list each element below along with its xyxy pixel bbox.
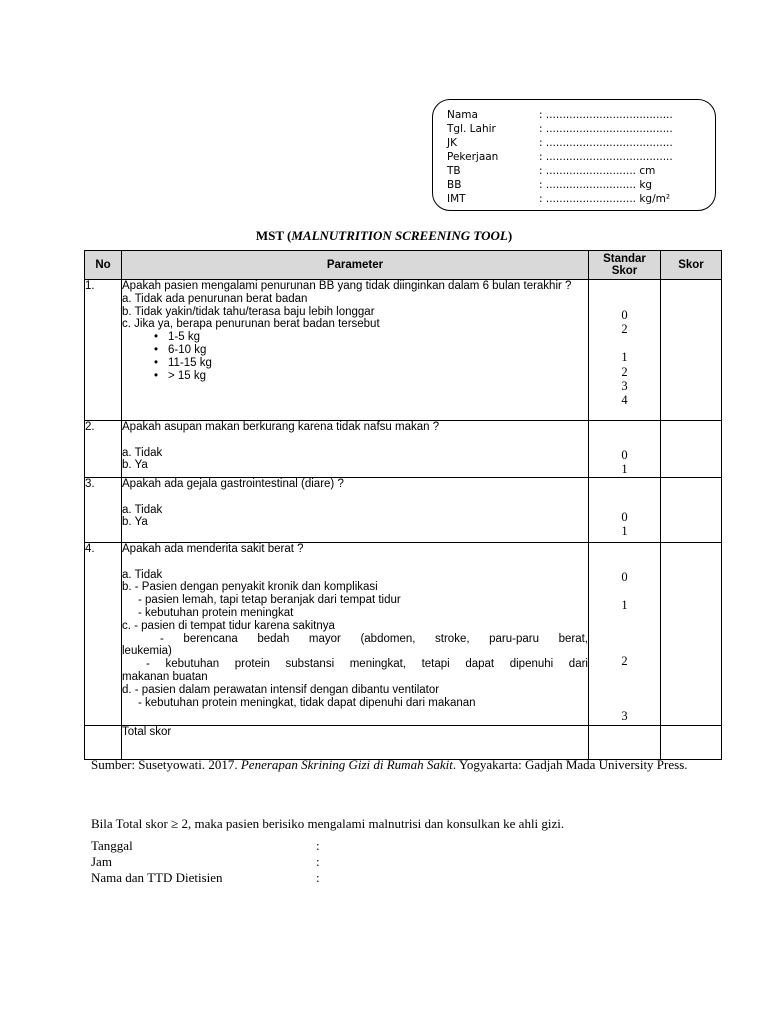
identity-label: JK <box>447 137 457 149</box>
identity-row-tgl-lahir <box>447 122 673 136</box>
score-value: 0 <box>621 570 628 584</box>
sign-row-tanggal <box>91 838 320 854</box>
score-value: 4 <box>621 393 628 407</box>
identity-label: BB <box>447 179 462 191</box>
sign-label: Jam <box>91 854 112 869</box>
option-a: a. Tidak ada penurunan berat badan <box>122 292 308 305</box>
score-value: 2 <box>621 322 628 336</box>
option-d-detail: - kebutuhan protein meningkat, tidak dapat dipenuhi dari makanan <box>138 696 476 709</box>
option-c: c. - pasien di tempat tidur karena sakitnya <box>122 619 335 632</box>
standard-score-cell <box>589 421 661 478</box>
list-item: • 6-10 kg <box>154 344 588 357</box>
table-row-q3 <box>85 478 722 543</box>
sign-colon: : <box>316 854 320 869</box>
table-row-q1 <box>85 280 722 421</box>
standard-score-cell <box>589 543 661 726</box>
score-value: 2 <box>621 654 628 668</box>
table-row-total <box>85 726 722 760</box>
option-b: b. - Pasien dengan penyakit kronik dan komplikasi <box>122 581 378 594</box>
title-italic: MALNUTRITION SCREENING TOOL <box>291 228 508 243</box>
skor-cell[interactable] <box>661 478 722 543</box>
option-c: c. Jika ya, berapa penurunan berat badan tersebut <box>122 318 380 331</box>
identity-row-tb <box>447 164 655 178</box>
option-a: a. Tidak <box>122 568 163 581</box>
question-text: Apakah pasien mengalami penurunan BB yang tidak diinginkan dalam 6 bulan terakhir ? <box>122 280 572 292</box>
identity-value: : ...................................... <box>539 123 673 135</box>
identity-value: : ........................... kg <box>539 179 653 191</box>
title-prefix: MST ( <box>255 228 292 243</box>
row-number: 2. <box>85 421 122 478</box>
score-value: 1 <box>621 524 628 538</box>
mst-table <box>84 250 722 760</box>
table-row-q4 <box>85 543 722 726</box>
list-item: • 11-15 kg <box>154 357 588 370</box>
identity-value: : ...................................... <box>539 137 673 149</box>
sign-colon: : <box>316 870 320 885</box>
list-item: • 1-5 kg <box>154 331 588 344</box>
skor-cell[interactable] <box>661 421 722 478</box>
identity-label: Pekerjaan <box>447 151 499 163</box>
identity-row-bb <box>447 178 652 192</box>
row-number: 4. <box>85 543 122 726</box>
source-suffix: . Yogyakarta: Gadjah Mada University Press. <box>452 757 688 772</box>
option-a: a. Tidak <box>122 503 163 516</box>
option-c-detail-cont: leukemia) <box>122 645 172 658</box>
sign-label: Nama dan TTD Dietisien <box>91 870 223 885</box>
weight-loss-list <box>122 331 588 382</box>
sign-row-jam <box>91 854 320 870</box>
score-value: 1 <box>621 462 628 476</box>
skor-cell[interactable] <box>661 280 722 421</box>
identity-label: Nama <box>447 109 478 121</box>
option-c-detail-cont: makanan buatan <box>122 670 208 683</box>
header-parameter: Parameter <box>122 251 589 280</box>
table-row-q2 <box>85 421 722 478</box>
question-text: Apakah ada gejala gastrointestinal (diare) ? <box>122 478 344 490</box>
option-b-detail: - pasien lemah, tapi tetap beranjak dari tempat tidur <box>138 594 401 607</box>
row-number: 1. <box>85 280 122 421</box>
identity-row-jk <box>447 136 673 150</box>
option-b-detail: - kebutuhan protein meningkat <box>138 606 294 619</box>
sign-colon: : <box>316 838 320 853</box>
identity-value: : ...................................... <box>539 151 673 163</box>
total-skor-cell[interactable] <box>661 726 722 760</box>
total-label: Total skor <box>122 726 589 760</box>
parameter-cell <box>122 543 589 726</box>
header-standar-skor: Standar Skor <box>589 251 661 280</box>
parameter-cell <box>122 421 589 478</box>
score-value: 1 <box>621 350 628 364</box>
score-value: 0 <box>621 448 628 462</box>
sign-label: Tanggal <box>91 838 133 853</box>
document-title <box>0 228 768 244</box>
identity-label: TB <box>447 165 461 177</box>
score-value: 3 <box>621 379 628 393</box>
parameter-cell <box>122 280 589 421</box>
question-text: Apakah ada menderita sakit berat ? <box>122 543 304 555</box>
identity-row-imt <box>447 192 670 206</box>
option-d: d. - pasien dalam perawatan intensif dengan dibantu ventilator <box>122 683 440 696</box>
standard-score-cell <box>589 726 661 760</box>
source-book-title: Penerapan Skrining Gizi di Rumah Sakit <box>240 757 453 772</box>
option-b: b. Ya <box>122 516 148 529</box>
identity-value: : ........................... cm <box>539 165 656 177</box>
score-value: 0 <box>621 510 628 524</box>
interpretation-note: Bila Total skor ≥ 2, maka pasien berisiko mengalami malnutrisi dan konsulkan ke ahli gizi. <box>91 816 565 831</box>
row-number <box>85 726 122 760</box>
standard-score-cell <box>589 478 661 543</box>
source-prefix: Sumber: Susetyowati. 2017. <box>91 757 241 772</box>
identity-value: : ...................................... <box>539 109 673 121</box>
question-text: Apakah asupan makan berkurang karena tidak nafsu makan ? <box>122 421 440 433</box>
option-b: b. Ya <box>122 459 148 472</box>
source-citation <box>91 757 711 773</box>
identity-row-nama <box>447 108 673 122</box>
list-item: • > 15 kg <box>154 370 588 383</box>
header-no: No <box>85 251 122 280</box>
score-value: 0 <box>621 308 628 322</box>
title-suffix: ) <box>507 228 513 243</box>
score-value: 1 <box>621 598 628 612</box>
identity-label: IMT <box>447 193 466 205</box>
identity-value: : ........................... kg/m² <box>539 193 671 205</box>
score-value: 3 <box>621 709 628 723</box>
score-value: 2 <box>621 365 628 379</box>
option-c-detail: - berencana bedah mayor (abdomen, stroke, paru-paru berat, <box>160 632 588 645</box>
header-skor: Skor <box>661 251 722 280</box>
table-header-row <box>85 251 722 280</box>
identity-label: Tgl. Lahir <box>447 123 496 135</box>
sign-row-dietisien <box>91 870 320 886</box>
option-a: a. Tidak <box>122 446 163 459</box>
identity-row-pekerjaan <box>447 150 673 164</box>
skor-cell[interactable] <box>661 543 722 726</box>
row-number: 3. <box>85 478 122 543</box>
option-b: b. Tidak yakin/tidak tahu/terasa baju lebih longgar <box>122 305 375 318</box>
parameter-cell <box>122 478 589 543</box>
option-c-detail: - kebutuhan protein substansi meningkat, tetapi dapat dipenuhi dari <box>146 658 588 671</box>
standard-score-cell <box>589 280 661 421</box>
patient-identity-box <box>432 99 716 211</box>
